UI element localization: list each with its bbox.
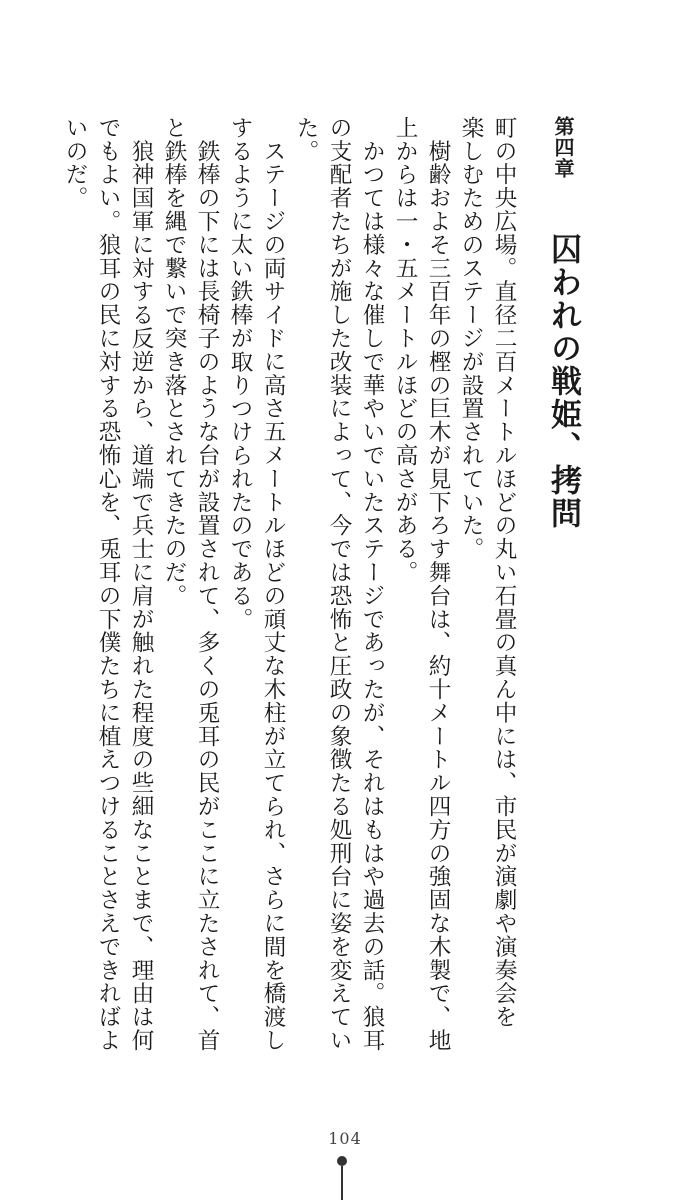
text-line: た。 [293, 116, 319, 163]
page-marker-stem [341, 1166, 343, 1200]
text-line: の支配者たちが施した改装によって、今では恐怖と圧政の象徴たる処刑台に姿を変えてい [326, 116, 352, 1052]
text-line: 狼神国軍に対する反逆から、道端で兵士に肩が触れた程度の些細なことまで、理由は何 [128, 116, 154, 1052]
text-line: かつては様々な催しで華やいでいたステージであったが、それはもはや過去の話。狼耳 [359, 116, 385, 1052]
chapter-label: 第四章 [551, 116, 575, 179]
text-line: いのだ。 [62, 116, 88, 210]
text-line: でもよい。狼耳の民に対する恐怖心を、兎耳の下僕たちに植えつけることさえできればよ [95, 116, 121, 1052]
page-number: 104 [328, 1129, 362, 1148]
chapter-title: 囚われの戦姫、拷問 [545, 233, 581, 530]
text-line: 楽しむためのステージが設置されていた。 [458, 116, 484, 561]
text-line: 樹齢およそ三百年の樫の巨木が見下ろす舞台は、約十メートル四方の強固な木製で、地 [425, 116, 451, 1052]
text-line: と鉄棒を縄で繋いで突き落とされてきたのだ。 [161, 116, 187, 608]
text-line: 上からは一・五メートルほどの高さがある。 [392, 116, 418, 584]
text-line: 町の中央広場。直径二百メートルほどの丸い石畳の真ん中には、市民が演劇や演奏会を [491, 116, 517, 1029]
text-line: するように太い鉄棒が取りつけられたのである。 [227, 116, 253, 631]
text-line: ステージの両サイドに高さ五メートルほどの頑丈な木柱が立てられ、さらに間を橋渡し [260, 116, 286, 1052]
page-marker-dot [337, 1156, 347, 1166]
text-line: 鉄棒の下には長椅子のような台が設置されて、多くの兎耳の民がここに立たされて、首 [194, 116, 220, 1052]
